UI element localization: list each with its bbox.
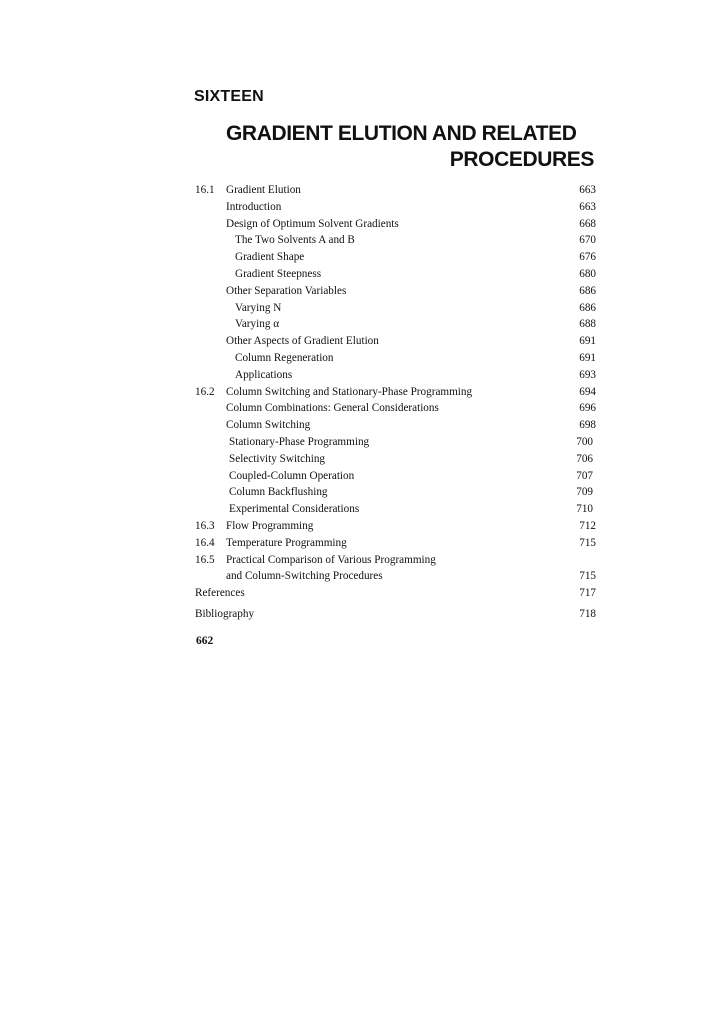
toc-entry-title: Temperature Programming bbox=[226, 536, 347, 549]
toc-entry-title: Stationary-Phase Programming bbox=[229, 435, 370, 448]
toc-entry-title: Applications bbox=[235, 368, 293, 381]
toc-page-number: 676 bbox=[579, 251, 596, 264]
toc-row bbox=[195, 266, 596, 283]
toc-page-number: 663 bbox=[579, 200, 596, 213]
toc-page-number: 693 bbox=[579, 368, 596, 381]
toc-row bbox=[195, 552, 596, 569]
toc-entry-title: Experimental Considerations bbox=[229, 503, 360, 516]
toc-entry-title: Column Regeneration bbox=[235, 351, 334, 364]
toc-row bbox=[195, 501, 596, 518]
toc-page-number: 686 bbox=[579, 284, 596, 297]
toc-row bbox=[195, 249, 596, 266]
toc-page-number: 670 bbox=[579, 234, 596, 247]
chapter-title-line-2: PROCEDURES bbox=[449, 148, 594, 171]
toc-row bbox=[195, 216, 596, 233]
toc-page-number: 712 bbox=[579, 519, 596, 532]
chapter-title-line-1: GRADIENT ELUTION AND RELATED bbox=[226, 122, 577, 145]
toc-entry-title: Column Switching bbox=[226, 419, 311, 432]
toc-row bbox=[195, 468, 596, 485]
toc-row bbox=[195, 300, 596, 317]
chapter-title bbox=[194, 121, 594, 173]
toc-page-number: 700 bbox=[576, 435, 593, 448]
toc-page-number: 696 bbox=[579, 402, 596, 415]
toc-page-number: 668 bbox=[579, 217, 596, 230]
toc-row bbox=[195, 535, 596, 552]
chapter-label: SIXTEEN bbox=[194, 88, 264, 105]
toc-entry-title: Design of Optimum Solvent Gradients bbox=[226, 217, 399, 230]
toc-entry-title: Practical Comparison of Various Programming bbox=[226, 553, 436, 566]
toc-entry-title: Gradient Elution bbox=[226, 184, 301, 196]
toc-row bbox=[195, 484, 596, 501]
toc-row bbox=[195, 518, 596, 535]
toc-row bbox=[195, 333, 596, 350]
toc-section-number: 16.1 bbox=[195, 184, 215, 196]
toc-page-number: 694 bbox=[579, 385, 596, 398]
toc-entry-title: The Two Solvents A and B bbox=[235, 234, 355, 247]
toc-row bbox=[195, 199, 596, 216]
toc-page-number: 698 bbox=[579, 419, 596, 432]
toc-row bbox=[195, 283, 596, 300]
toc-entry-title: Column Switching and Stationary-Phase Programming bbox=[226, 385, 473, 398]
toc-entry-title: Column Combinations: General Considerations bbox=[226, 402, 439, 415]
toc-entry-title: Flow Programming bbox=[226, 519, 314, 532]
toc-row bbox=[195, 417, 596, 434]
toc-page-number: 709 bbox=[576, 486, 593, 499]
toc-page-number: 688 bbox=[579, 318, 596, 331]
toc-row bbox=[195, 350, 596, 367]
toc-row bbox=[195, 606, 596, 623]
toc-page-number: 717 bbox=[579, 587, 596, 600]
toc-entry-title: Selectivity Switching bbox=[229, 452, 326, 465]
toc-page-number: 680 bbox=[579, 267, 596, 280]
toc-entry-title: Varying α bbox=[235, 318, 280, 331]
toc-section-number: 16.4 bbox=[195, 536, 215, 549]
toc-section-number: 16.3 bbox=[195, 519, 215, 532]
toc-row bbox=[195, 585, 596, 602]
toc-entry-title: Other Separation Variables bbox=[226, 284, 347, 297]
toc-entry-title: Gradient Shape bbox=[235, 251, 305, 264]
toc-entry-title: Column Backflushing bbox=[229, 486, 328, 499]
toc-row bbox=[195, 451, 596, 468]
toc-entry-title: and Column-Switching Procedures bbox=[226, 570, 383, 583]
toc-section-number: 16.5 bbox=[195, 553, 215, 566]
toc-entry-title: Varying N bbox=[235, 301, 282, 314]
page-number: 662 bbox=[196, 635, 214, 647]
toc-entry-title: References bbox=[195, 587, 245, 600]
toc-page-number: 691 bbox=[579, 351, 596, 364]
toc-page-number: 710 bbox=[576, 503, 593, 516]
toc-section-number: 16.2 bbox=[195, 385, 215, 398]
toc-page-number: 663 bbox=[579, 184, 596, 196]
toc-entry-title: Gradient Steepness bbox=[235, 267, 322, 280]
toc-row bbox=[195, 384, 596, 401]
toc-row bbox=[195, 316, 596, 333]
toc-row bbox=[195, 367, 596, 384]
toc-page-number: 715 bbox=[579, 570, 596, 583]
toc-page-number: 686 bbox=[579, 301, 596, 314]
toc-row bbox=[195, 232, 596, 249]
toc-page-number: 706 bbox=[576, 452, 593, 465]
toc-entry-title: Introduction bbox=[226, 200, 282, 213]
toc-entry-title: Coupled-Column Operation bbox=[229, 469, 355, 482]
toc-row bbox=[195, 568, 596, 585]
toc-entry-title: Other Aspects of Gradient Elution bbox=[226, 335, 379, 348]
toc-entry-title: Bibliography bbox=[195, 607, 255, 620]
table-of-contents bbox=[195, 182, 596, 623]
toc-page-number: 715 bbox=[579, 536, 596, 549]
toc-page-number: 718 bbox=[579, 607, 596, 620]
toc-page-number: 691 bbox=[579, 335, 596, 348]
toc-row bbox=[195, 434, 596, 451]
toc-page-number: 707 bbox=[576, 469, 593, 482]
toc-row bbox=[195, 400, 596, 417]
toc-row bbox=[195, 182, 596, 199]
